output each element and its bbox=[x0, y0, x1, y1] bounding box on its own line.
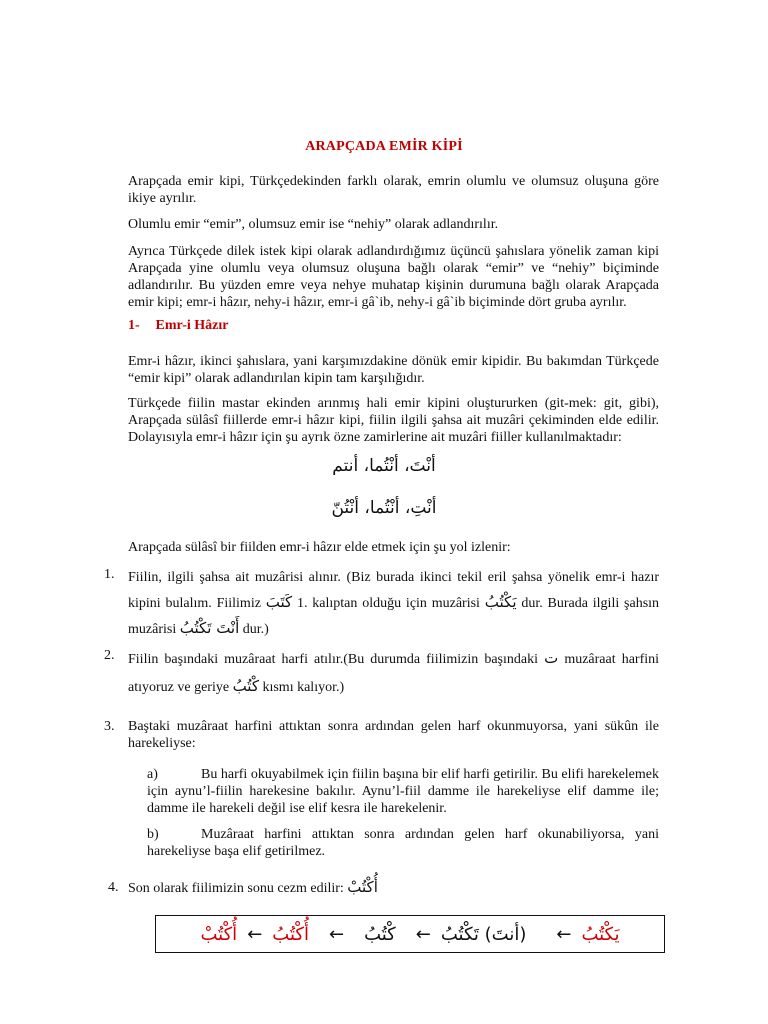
step-4-text: Son olarak fiilimizin sonu cezm edilir: bbox=[128, 881, 344, 896]
step-3b bbox=[147, 826, 659, 860]
intro-paragraph-1: Arapçada emir kipi, Türkçedekinden farklı olarak, emrin olumlu ve olumsuz oluşuna göre ikiye ayrılır. bbox=[128, 174, 659, 206]
body-paragraph-1: Emr-i hâzır, ikinci şahıslara, yani karşımızdakine dönük emir kipidir. Bu bakımdan Türkçede “emir kipi” olarak adlandırılan kipin tam karşılığıdır. bbox=[128, 354, 659, 386]
step-1 bbox=[128, 566, 659, 642]
derivation-chain-box bbox=[155, 915, 665, 953]
step-2-text-c: kısmı kalıyor.) bbox=[262, 680, 345, 695]
step-1-muzari: يَكْتُبُ bbox=[484, 593, 517, 611]
chain-step-1: يَكْتُبُ bbox=[581, 923, 620, 945]
arrow-left-icon: ← bbox=[328, 923, 345, 945]
step-1-text-b: 1. kalıptan olduğu için muzârisi bbox=[296, 596, 480, 611]
step-4-number: 4. bbox=[108, 880, 119, 895]
step-1-number: 1. bbox=[104, 567, 115, 582]
arrow-left-icon: ← bbox=[247, 923, 263, 945]
step-3a-text: Bu harfi okuyabilmek için fiilin başına bir elif harfi getirilir. Bu elifi harekelemek için aynu’l-fiilin harekesine bakılır. Aynu’l-fiil damme ile harekeliyse elif damme ile; damme ile harekeli değil ise elif kesra ile harekelenir. bbox=[147, 767, 659, 816]
step-2-letter: ت bbox=[544, 649, 559, 667]
step-1-text-d: dur.) bbox=[242, 622, 269, 637]
step-3a-label: a) bbox=[147, 767, 158, 782]
step-1-muzari-person: أَنْتَ تَكْتُبُ bbox=[179, 619, 240, 637]
step-1-verb: كَتَبَ bbox=[265, 593, 293, 611]
step-3-number: 3. bbox=[104, 719, 115, 734]
step-2-number: 2. bbox=[104, 648, 115, 663]
step-4-result: أُكْتُبْ bbox=[347, 878, 378, 896]
body-paragraph-2: Türkçede fiilin mastar ekinden arınmış hali emir kipini oluştururken (git-mek: git, gibi), Arapçada sülâsî fiillerde emr-i hâzır kipi, fiilin ilgili şahsa ait muzâri çekiminden elde edilir. Dolayısıyla emr-i hâzır için şu ayrık özne zamirlerine ait muzâri fiiller kullanılmaktadır: bbox=[128, 396, 659, 445]
step-2-text-b: muzâraat harfini atıyoruz ve geriye bbox=[128, 652, 660, 695]
step-2-remainder: كْتُبُ bbox=[232, 677, 259, 695]
step-3b-label: b) bbox=[147, 827, 159, 842]
section-label: Emr-i Hâzır bbox=[155, 318, 229, 333]
intro-paragraph-3: Ayrıca Türkçede dilek istek kipi olarak adlandırdığımız üçüncü şahıslara yönelik zaman kipi Arapçada yine olumlu veya olumsuz oluşuna bağlı olarak “emir” ve “nehiy” biçiminde adlandırılır. Bu yüzden emre veya nehye muhatap kişinin durumuna bağlı olarak Arapçada emir kipi; emr-i hâzır, nehy-i hâzır, emr-i gâ`ib, nehy-i gâ`ib biçiminde dört gruba ayrılır. bbox=[128, 244, 659, 310]
steps-intro: Arapçada sülâsî bir fiilden emr-i hâzır elde etmek için şu yol izlenir: bbox=[128, 540, 511, 555]
chain-step-3: كْتُبُ bbox=[364, 923, 396, 945]
step-1-text-a: Fiilin, ilgili şahsa ait muzârisi alınır. (Biz burada ikinci tekil eril şahsa yönelik emr-i hazır kipini bulalım. Fiilimiz bbox=[128, 570, 659, 611]
step-1-text-c: dur. Burada ilgili şahsın muzârisi bbox=[128, 596, 660, 637]
intro-paragraph-2: Olumlu emir “emir”, olumsuz emir ise “nehiy” olarak adlandırılır. bbox=[128, 217, 499, 232]
pronouns-masculine: أنْتَ، أنْتُما، أنتم bbox=[332, 456, 436, 476]
section-heading bbox=[128, 318, 228, 334]
chain-step-5: أُكْتُبْ bbox=[200, 923, 238, 945]
pronouns-feminine: أنْتِ، أنْتُما، أنْتُنّ bbox=[331, 498, 437, 518]
chain-step-2: (أنتَ) تَكْتُبُ bbox=[440, 923, 527, 945]
step-2-text-a: Fiilin başındaki muzâraat harfi atılır.(Bu durumda fiilimizin başındaki bbox=[128, 652, 538, 667]
step-3-text: Baştaki muzâraat harfini attıktan sonra ardından gelen harf okunmuyorsa, yani sükûn ile harekeliyse: bbox=[128, 719, 659, 751]
arrow-left-icon: ← bbox=[556, 923, 572, 945]
chain-step-4: أُكْتُبُ bbox=[272, 923, 309, 945]
step-3a bbox=[147, 766, 659, 817]
step-4 bbox=[128, 877, 659, 899]
arrow-left-icon: ← bbox=[415, 923, 431, 945]
step-3b-text: Muzâraat harfini attıktan sonra ardından gelen harf okunabiliyorsa, yani harekeliyse başa elif getirilmez. bbox=[147, 827, 659, 859]
section-number: 1- bbox=[128, 318, 140, 333]
step-2 bbox=[128, 645, 659, 701]
page-title: ARAPÇADA EMİR KİPİ bbox=[305, 139, 463, 154]
